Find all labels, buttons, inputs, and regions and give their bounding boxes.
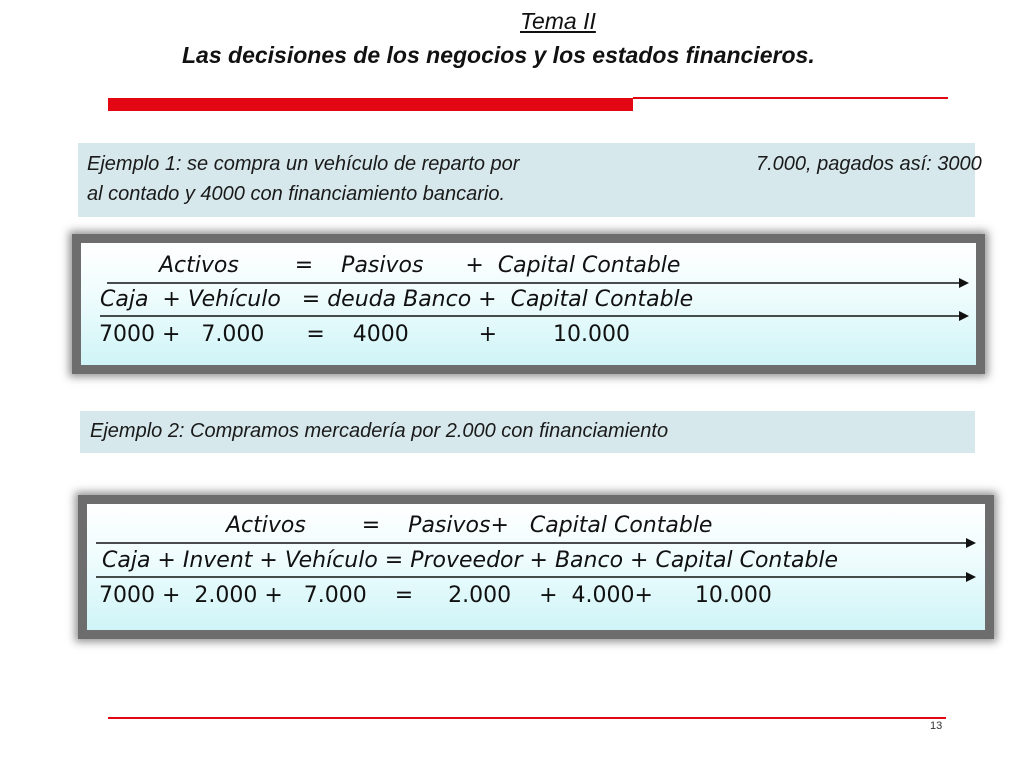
equation-2-arrow-2: [96, 571, 976, 583]
equation-1-line-2: Caja + Vehículo = deuda Banco + Capital Contable: [100, 287, 694, 312]
example-2-box: [80, 411, 975, 453]
example-1-text-line-1: Ejemplo 1: se compra un vehículo de reparto por: [87, 153, 520, 175]
equation-2-box: [78, 495, 994, 639]
example-2-text: Ejemplo 2: Compramos mercadería por 2.000 con financiamiento: [90, 420, 669, 442]
slide-title: Las decisiones de los negocios y los estados financieros.: [182, 42, 815, 68]
equation-2-line-1: Activos = Pasivos+ Capital Contable: [226, 513, 713, 538]
footer-rule: [108, 717, 946, 719]
example-1-text-line-1-amount: 7.000, pagados así: 3000: [756, 153, 982, 175]
equation-1-box: [72, 234, 985, 374]
equation-1-line-3: 7000 + 7.000 = 4000 + 10.000: [99, 322, 631, 347]
equation-1-arrow-2: [100, 310, 969, 322]
title-rule-thick: [108, 98, 633, 111]
title-rule-thin: [633, 97, 948, 99]
example-1-text-line-2: al contado y 4000 con financiamiento bancario.: [87, 183, 506, 205]
page-number: 13: [930, 720, 943, 732]
topic-heading: Tema II: [520, 8, 596, 34]
equation-2-line-3: 7000 + 2.000 + 7.000 = 2.000 + 4.000+ 10.000: [99, 583, 772, 608]
equation-2-line-2: Caja + Invent + Vehículo = Proveedor + Banco + Capital Contable: [102, 548, 839, 573]
example-1-box: [78, 143, 982, 217]
equation-1-line-1: Activos = Pasivos + Capital Contable: [159, 253, 681, 278]
